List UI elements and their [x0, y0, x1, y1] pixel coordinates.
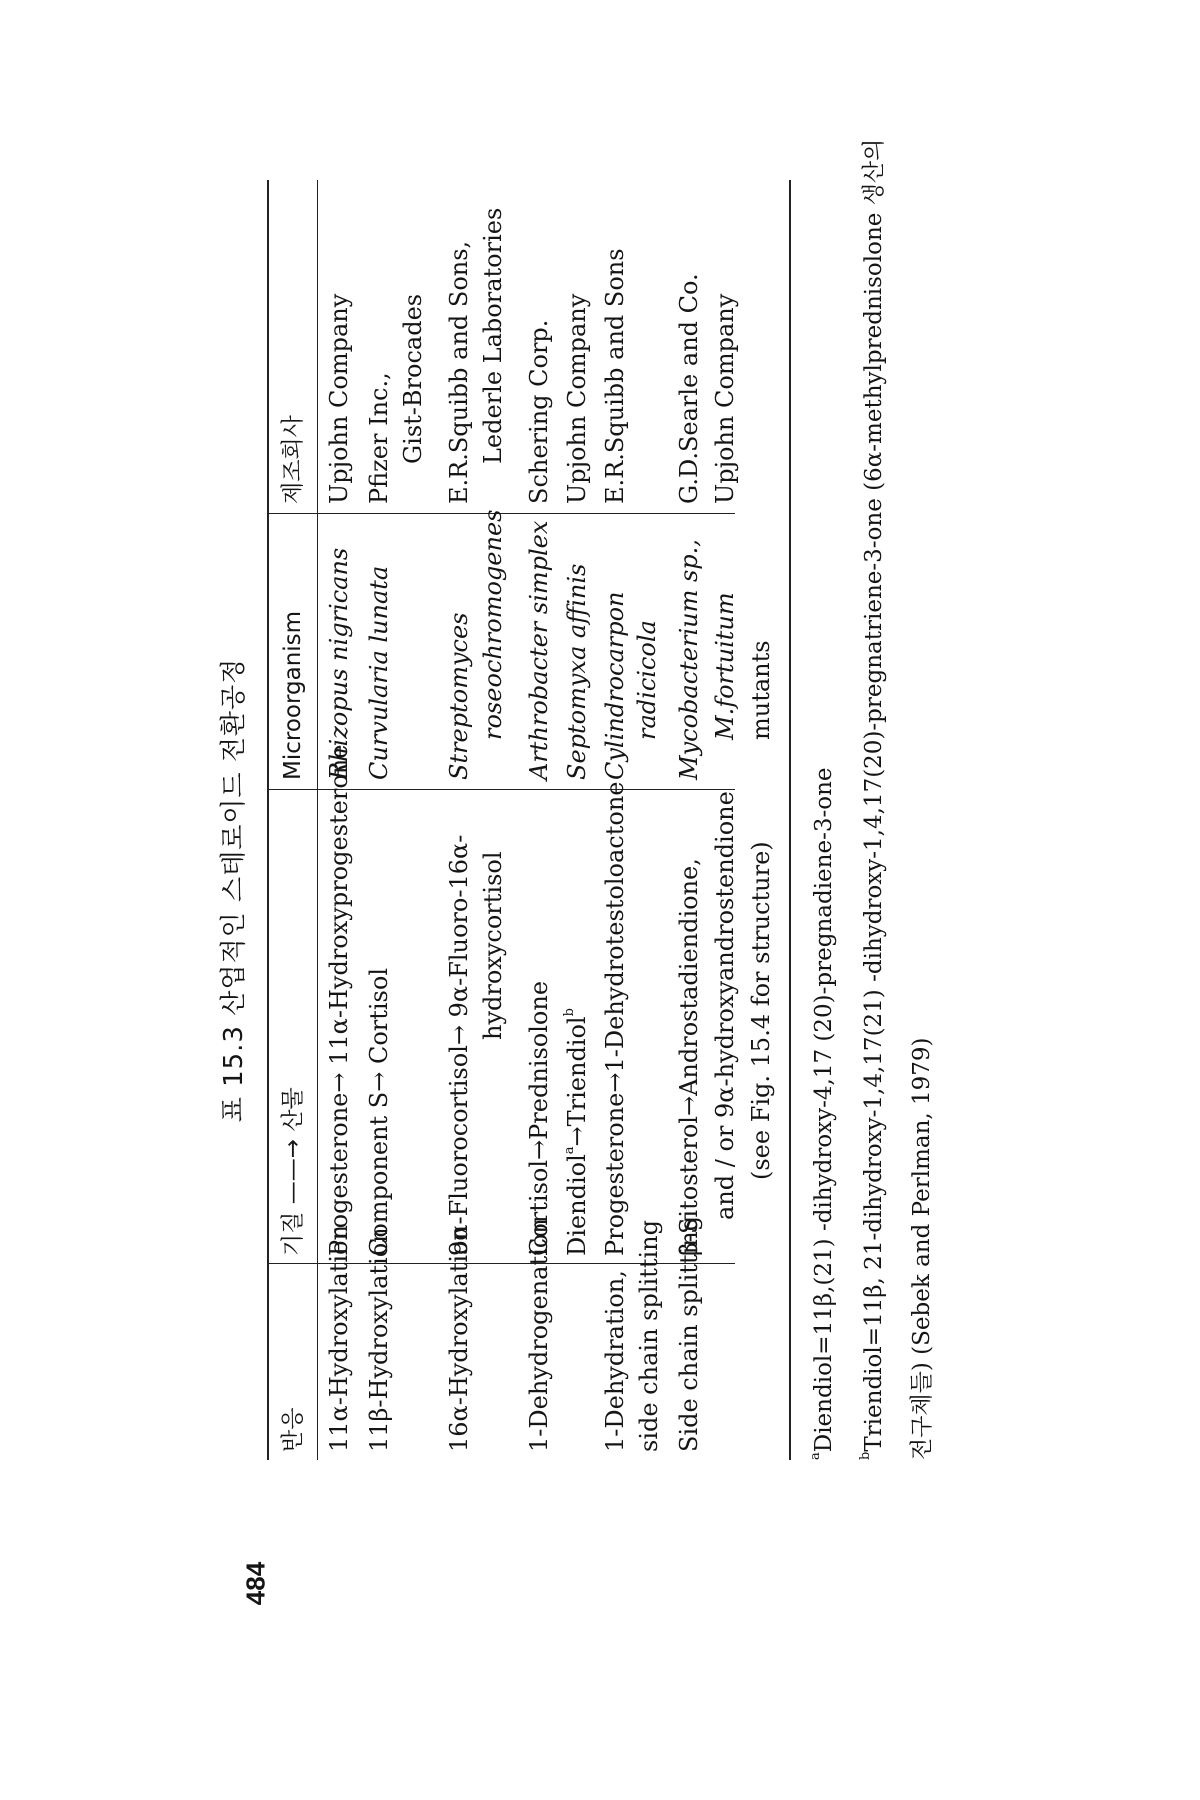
table-cell-reaction: 1-Dehydration,	[601, 1270, 629, 1452]
table-cell-microorganism-line2: radicicola	[633, 620, 661, 740]
table-cell-conversion-line2: hydroxycortisol	[479, 851, 507, 1040]
header-microorganism: Microorganism	[280, 610, 306, 780]
table-cell-reaction: 11α-Hydroxylation	[325, 1225, 353, 1452]
table-cell-reaction: Side chain splitting	[675, 1215, 703, 1452]
page-number: 484	[240, 1561, 271, 1606]
table-cell-company-line2: Upjohn Company	[711, 293, 739, 504]
table-cell-conversion: Diendiol$^a$→Triendiol$^b$	[562, 1008, 591, 1256]
table-cell-company: G.D.Searle and Co.	[675, 273, 703, 504]
table-cell-conversion: Progesterone→ 11α-Hydroxyprogesterone	[325, 744, 353, 1256]
table-cell-reaction: 16α-Hydroxylation	[445, 1225, 473, 1452]
table-cell-reaction: 11β-Hydroxylation	[365, 1227, 393, 1452]
rotated-page-content	[195, 138, 1005, 1600]
table-cell-conversion-line3: (see Fig. 15.4 for structure)	[747, 841, 775, 1180]
table-cell-microorganism: Mycobacterium sp.,	[675, 539, 703, 780]
table-cell-microorganism: Arthrobacter simplex	[525, 520, 553, 780]
header-conversion: 기질 ——→ 산물	[280, 1087, 306, 1256]
footnote-a	[805, 767, 843, 1460]
footnote-a-mark: a	[808, 1452, 823, 1460]
table-cell-microorganism: Curvularia lunata	[365, 565, 393, 780]
header-company: 제조회사	[280, 415, 306, 504]
table-cell-microorganism: Septomyxa affinis	[563, 563, 591, 780]
footnote-a-text: Diendiol=11β,(21) -dihydroxy-4,17 (20)-pregnadiene-3-one	[811, 767, 837, 1453]
table-cell-company: Upjohn Company	[325, 293, 353, 504]
table-cell-microorganism: Cylindrocarpon	[601, 591, 629, 780]
table-bottom-rule	[789, 180, 791, 1460]
table-cell-microorganism-line2: M.fortuitum	[711, 592, 739, 740]
table-cell-conversion: 9α-Fluorocortisol→ 9α-Fluoro-16α-	[445, 834, 473, 1256]
table-cell-microorganism-line3: mutants	[747, 640, 775, 740]
table-cell-microorganism: Streptomyces	[445, 612, 473, 780]
table-cell-company: Upjohn Company	[563, 293, 591, 504]
table-cell-conversion: β-Sitosterol→Androstadiendione,	[675, 858, 703, 1256]
table-cell-reaction-line2: side chain splitting	[635, 1220, 663, 1452]
table-cell-microorganism-line2: roseochromogenes	[479, 509, 507, 740]
header-bottom-rule	[317, 180, 318, 1460]
footnote-b-mark: b	[858, 1451, 873, 1460]
table-cell-company: Schering Corp.	[525, 319, 553, 504]
table-cell-conversion: Cortisol→Prednisolone	[525, 980, 553, 1256]
footnote-b	[855, 139, 893, 1460]
table-cell-conversion: Progesterone→1-Dehydrotestoloactone	[601, 781, 629, 1256]
footnote-marker-a: a	[562, 1146, 577, 1155]
table-top-rule	[267, 180, 269, 1460]
table-cell-conversion: Component S→ Cortisol	[365, 968, 393, 1256]
footnote-b-text: Triendiol=11β, 21-dihydroxy-1,4,17(21) -dihydroxy-1,4,17(20)-pregnatriene-3-one (6α-methylprednisolone 생산의	[861, 138, 887, 1452]
table-cell-reaction: 1-Dehydrogenation	[525, 1218, 553, 1452]
table-cell-company: E.R.Squibb and Sons,	[445, 240, 473, 504]
footnote-marker-b: b	[562, 1008, 577, 1017]
table-cell-company-line2: Lederle Laboratories	[479, 207, 507, 464]
table-cell-company: E.R.Squibb and Sons	[601, 248, 629, 504]
table-cell-conversion-line2: and / or 9α-hydroxyandrostendione	[711, 791, 739, 1220]
table-cell-microorganism: Rhizopus nigricans	[325, 547, 353, 780]
table-caption: 표 15.3 산업적인 스테로이드 전환공정	[219, 657, 249, 1123]
table-cell-company-line2: Gist-Brocades	[399, 293, 427, 464]
header-reaction: 반응	[280, 1407, 306, 1452]
footnote-b-line2: 전구체들) (Sebek and Perlman, 1979)	[909, 1037, 935, 1460]
table-cell-company: Pfizer Inc.,	[365, 372, 393, 504]
